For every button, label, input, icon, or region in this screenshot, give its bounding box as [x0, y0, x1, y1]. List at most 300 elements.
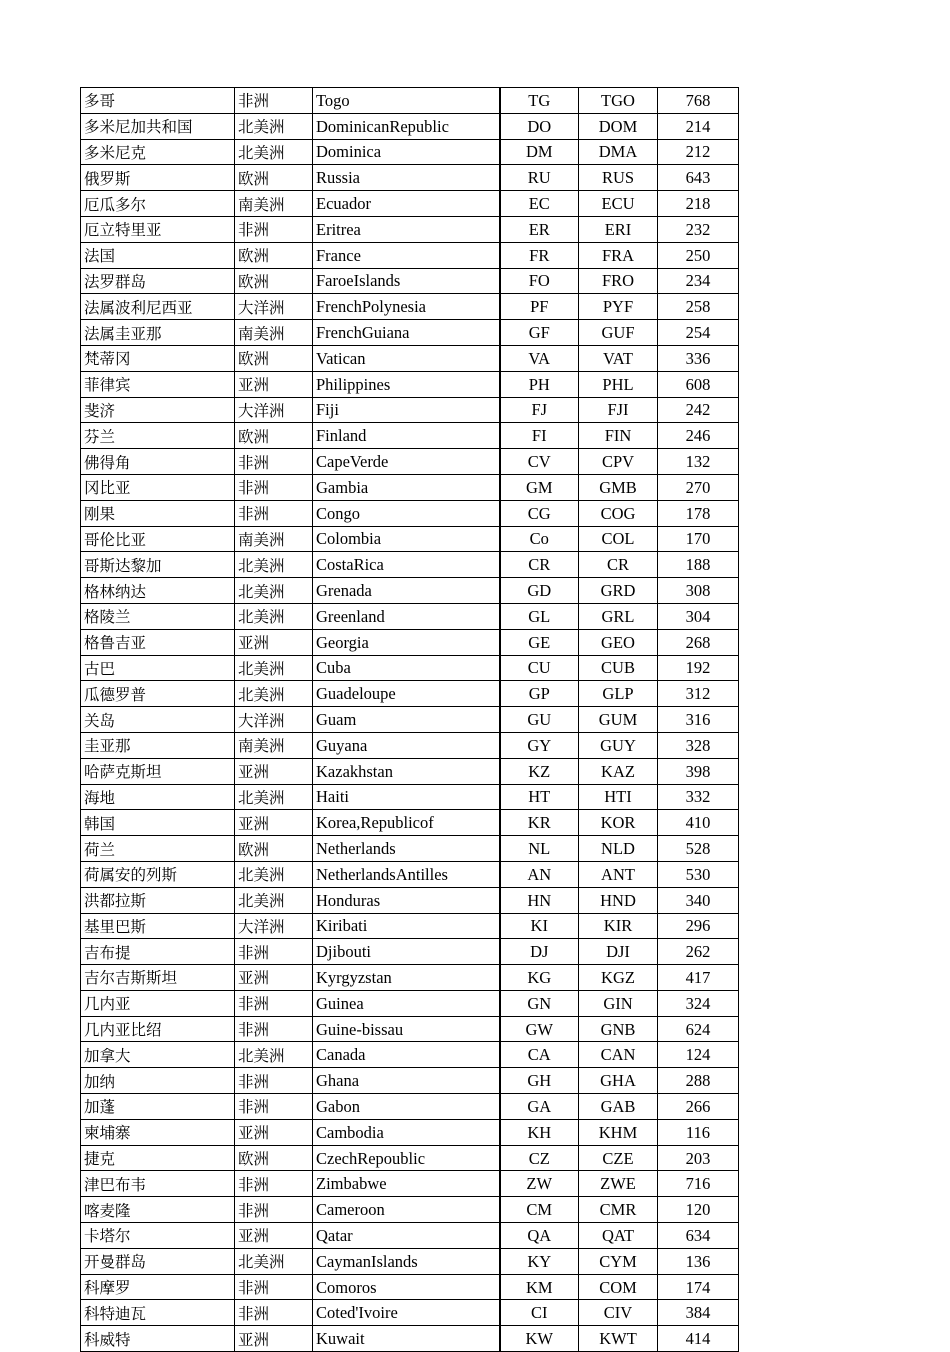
table-row [81, 474, 739, 500]
cell-english-name: FaroeIslands [313, 268, 500, 294]
cell-chinese-name: 喀麦隆 [81, 1197, 235, 1223]
cell-alpha3-code: CPV [579, 449, 658, 475]
cell-continent: 非洲 [235, 449, 313, 475]
cell-numeric-code: 336 [658, 345, 739, 371]
cell-alpha3-code: COL [579, 526, 658, 552]
cell-numeric-code: 417 [658, 965, 739, 991]
cell-alpha3-code: COM [579, 1274, 658, 1300]
cell-alpha2-code: DJ [500, 939, 579, 965]
cell-alpha2-code: GL [500, 603, 579, 629]
cell-alpha2-code: GN [500, 990, 579, 1016]
cell-alpha2-code: KM [500, 1274, 579, 1300]
cell-english-name: Guine-bissau [313, 1016, 500, 1042]
cell-numeric-code: 214 [658, 113, 739, 139]
cell-continent: 北美洲 [235, 552, 313, 578]
cell-alpha2-code: KR [500, 810, 579, 836]
cell-english-name: CostaRica [313, 552, 500, 578]
cell-alpha2-code: KZ [500, 758, 579, 784]
cell-continent: 欧洲 [235, 165, 313, 191]
cell-chinese-name: 格林纳达 [81, 578, 235, 604]
cell-numeric-code: 116 [658, 1119, 739, 1145]
table-row [81, 1068, 739, 1094]
table-row [81, 939, 739, 965]
table-row [81, 191, 739, 217]
cell-english-name: Guam [313, 707, 500, 733]
cell-chinese-name: 加蓬 [81, 1094, 235, 1120]
cell-english-name: FrenchPolynesia [313, 294, 500, 320]
cell-english-name: Netherlands [313, 836, 500, 862]
table-row [81, 707, 739, 733]
cell-numeric-code: 414 [658, 1326, 739, 1352]
cell-continent: 亚洲 [235, 1326, 313, 1352]
cell-continent: 非洲 [235, 1068, 313, 1094]
cell-continent: 北美洲 [235, 861, 313, 887]
cell-continent: 非洲 [235, 990, 313, 1016]
cell-alpha3-code: KWT [579, 1326, 658, 1352]
cell-continent: 亚洲 [235, 758, 313, 784]
cell-numeric-code: 262 [658, 939, 739, 965]
cell-alpha3-code: CAN [579, 1042, 658, 1068]
cell-alpha3-code: ECU [579, 191, 658, 217]
table-row [81, 1300, 739, 1326]
cell-numeric-code: 124 [658, 1042, 739, 1068]
cell-english-name: CzechRepoublic [313, 1145, 500, 1171]
table-row [81, 1248, 739, 1274]
cell-chinese-name: 多米尼克 [81, 139, 235, 165]
cell-alpha3-code: DMA [579, 139, 658, 165]
cell-alpha2-code: RU [500, 165, 579, 191]
cell-english-name: Ecuador [313, 191, 500, 217]
cell-continent: 北美洲 [235, 681, 313, 707]
cell-alpha2-code: DO [500, 113, 579, 139]
cell-alpha3-code: GUM [579, 707, 658, 733]
cell-alpha2-code: DM [500, 139, 579, 165]
cell-numeric-code: 296 [658, 913, 739, 939]
cell-alpha2-code: PF [500, 294, 579, 320]
cell-numeric-code: 768 [658, 88, 739, 114]
cell-english-name: Korea,Republicof [313, 810, 500, 836]
cell-numeric-code: 304 [658, 603, 739, 629]
cell-continent: 非洲 [235, 1274, 313, 1300]
cell-alpha2-code: HN [500, 887, 579, 913]
table-row [81, 1145, 739, 1171]
cell-alpha2-code: GE [500, 629, 579, 655]
cell-numeric-code: 634 [658, 1223, 739, 1249]
cell-continent: 非洲 [235, 216, 313, 242]
cell-english-name: Philippines [313, 371, 500, 397]
cell-alpha2-code: GU [500, 707, 579, 733]
table-row [81, 732, 739, 758]
table-row [81, 629, 739, 655]
cell-alpha2-code: ER [500, 216, 579, 242]
cell-chinese-name: 圭亚那 [81, 732, 235, 758]
cell-alpha2-code: HT [500, 784, 579, 810]
cell-alpha3-code: GMB [579, 474, 658, 500]
cell-english-name: Guinea [313, 990, 500, 1016]
cell-chinese-name: 法国 [81, 242, 235, 268]
cell-alpha2-code: CM [500, 1197, 579, 1223]
cell-chinese-name: 格陵兰 [81, 603, 235, 629]
cell-alpha3-code: KHM [579, 1119, 658, 1145]
table-row [81, 139, 739, 165]
cell-alpha3-code: HND [579, 887, 658, 913]
cell-english-name: Djibouti [313, 939, 500, 965]
table-row [81, 165, 739, 191]
cell-english-name: Qatar [313, 1223, 500, 1249]
cell-alpha3-code: HTI [579, 784, 658, 810]
table-row [81, 887, 739, 913]
table-row [81, 500, 739, 526]
cell-chinese-name: 海地 [81, 784, 235, 810]
cell-alpha3-code: VAT [579, 345, 658, 371]
cell-numeric-code: 132 [658, 449, 739, 475]
cell-continent: 北美洲 [235, 578, 313, 604]
cell-numeric-code: 232 [658, 216, 739, 242]
cell-chinese-name: 科特迪瓦 [81, 1300, 235, 1326]
cell-english-name: Honduras [313, 887, 500, 913]
cell-continent: 亚洲 [235, 810, 313, 836]
cell-continent: 北美洲 [235, 139, 313, 165]
cell-numeric-code: 624 [658, 1016, 739, 1042]
cell-numeric-code: 136 [658, 1248, 739, 1274]
cell-numeric-code: 270 [658, 474, 739, 500]
cell-alpha2-code: CZ [500, 1145, 579, 1171]
cell-alpha2-code: FR [500, 242, 579, 268]
cell-english-name: Eritrea [313, 216, 500, 242]
cell-english-name: Zimbabwe [313, 1171, 500, 1197]
cell-chinese-name: 芬兰 [81, 423, 235, 449]
cell-alpha2-code: GF [500, 320, 579, 346]
cell-alpha2-code: EC [500, 191, 579, 217]
table-row [81, 397, 739, 423]
cell-chinese-name: 科摩罗 [81, 1274, 235, 1300]
table-row [81, 242, 739, 268]
table-row [81, 990, 739, 1016]
cell-english-name: Russia [313, 165, 500, 191]
cell-alpha3-code: ANT [579, 861, 658, 887]
cell-english-name: CaymanIslands [313, 1248, 500, 1274]
table-body [81, 88, 739, 1352]
cell-numeric-code: 254 [658, 320, 739, 346]
cell-continent: 北美洲 [235, 887, 313, 913]
table-row [81, 784, 739, 810]
cell-continent: 南美洲 [235, 191, 313, 217]
table-row [81, 836, 739, 862]
cell-chinese-name: 佛得角 [81, 449, 235, 475]
table-row [81, 1326, 739, 1352]
cell-alpha2-code: FJ [500, 397, 579, 423]
cell-continent: 欧洲 [235, 1145, 313, 1171]
table-row [81, 810, 739, 836]
cell-alpha3-code: RUS [579, 165, 658, 191]
cell-continent: 欧洲 [235, 423, 313, 449]
cell-alpha3-code: KGZ [579, 965, 658, 991]
cell-numeric-code: 312 [658, 681, 739, 707]
cell-alpha3-code: FIN [579, 423, 658, 449]
cell-chinese-name: 多米尼加共和国 [81, 113, 235, 139]
table-row [81, 371, 739, 397]
cell-chinese-name: 开曼群岛 [81, 1248, 235, 1274]
cell-alpha3-code: GRD [579, 578, 658, 604]
cell-numeric-code: 308 [658, 578, 739, 604]
cell-numeric-code: 258 [658, 294, 739, 320]
cell-alpha2-code: CR [500, 552, 579, 578]
table-row [81, 526, 739, 552]
cell-continent: 亚洲 [235, 1223, 313, 1249]
cell-alpha3-code: CMR [579, 1197, 658, 1223]
cell-alpha2-code: CV [500, 449, 579, 475]
cell-alpha3-code: FJI [579, 397, 658, 423]
cell-numeric-code: 528 [658, 836, 739, 862]
cell-chinese-name: 哥伦比亚 [81, 526, 235, 552]
cell-alpha2-code: GW [500, 1016, 579, 1042]
cell-continent: 亚洲 [235, 371, 313, 397]
cell-alpha3-code: ERI [579, 216, 658, 242]
table-row [81, 423, 739, 449]
cell-english-name: NetherlandsAntilles [313, 861, 500, 887]
cell-alpha3-code: GNB [579, 1016, 658, 1042]
cell-chinese-name: 几内亚比绍 [81, 1016, 235, 1042]
cell-continent: 北美洲 [235, 113, 313, 139]
table-row [81, 758, 739, 784]
cell-alpha3-code: KAZ [579, 758, 658, 784]
cell-continent: 北美洲 [235, 603, 313, 629]
table-row [81, 1171, 739, 1197]
cell-english-name: Georgia [313, 629, 500, 655]
cell-chinese-name: 关岛 [81, 707, 235, 733]
cell-english-name: Cameroon [313, 1197, 500, 1223]
cell-alpha3-code: CYM [579, 1248, 658, 1274]
cell-alpha2-code: QA [500, 1223, 579, 1249]
cell-chinese-name: 洪都拉斯 [81, 887, 235, 913]
cell-continent: 大洋洲 [235, 397, 313, 423]
cell-chinese-name: 加拿大 [81, 1042, 235, 1068]
cell-english-name: Greenland [313, 603, 500, 629]
cell-numeric-code: 716 [658, 1171, 739, 1197]
cell-alpha2-code: CI [500, 1300, 579, 1326]
table-row [81, 965, 739, 991]
cell-numeric-code: 250 [658, 242, 739, 268]
cell-chinese-name: 卡塔尔 [81, 1223, 235, 1249]
table-row [81, 268, 739, 294]
table-row [81, 913, 739, 939]
cell-english-name: Comoros [313, 1274, 500, 1300]
cell-alpha2-code: VA [500, 345, 579, 371]
cell-numeric-code: 192 [658, 655, 739, 681]
cell-continent: 南美洲 [235, 320, 313, 346]
table-row [81, 345, 739, 371]
cell-english-name: Kuwait [313, 1326, 500, 1352]
cell-continent: 非洲 [235, 474, 313, 500]
cell-continent: 欧洲 [235, 345, 313, 371]
cell-alpha2-code: NL [500, 836, 579, 862]
cell-chinese-name: 捷克 [81, 1145, 235, 1171]
cell-english-name: FrenchGuiana [313, 320, 500, 346]
cell-alpha2-code: CA [500, 1042, 579, 1068]
cell-numeric-code: 174 [658, 1274, 739, 1300]
cell-alpha3-code: GUY [579, 732, 658, 758]
cell-chinese-name: 冈比亚 [81, 474, 235, 500]
cell-alpha3-code: GUF [579, 320, 658, 346]
cell-alpha3-code: COG [579, 500, 658, 526]
cell-continent: 非洲 [235, 1016, 313, 1042]
cell-chinese-name: 柬埔寨 [81, 1119, 235, 1145]
table-row [81, 1223, 739, 1249]
cell-english-name: Finland [313, 423, 500, 449]
cell-numeric-code: 328 [658, 732, 739, 758]
table-row [81, 1042, 739, 1068]
cell-continent: 欧洲 [235, 268, 313, 294]
cell-continent: 非洲 [235, 1300, 313, 1326]
cell-alpha2-code: GD [500, 578, 579, 604]
cell-chinese-name: 梵蒂冈 [81, 345, 235, 371]
table-row [81, 655, 739, 681]
cell-alpha2-code: KI [500, 913, 579, 939]
cell-alpha3-code: GHA [579, 1068, 658, 1094]
cell-alpha2-code: KG [500, 965, 579, 991]
cell-alpha3-code: FRO [579, 268, 658, 294]
cell-english-name: Guyana [313, 732, 500, 758]
cell-alpha2-code: FI [500, 423, 579, 449]
cell-numeric-code: 266 [658, 1094, 739, 1120]
cell-numeric-code: 218 [658, 191, 739, 217]
cell-numeric-code: 643 [658, 165, 739, 191]
country-code-table [80, 87, 739, 1352]
table-row [81, 320, 739, 346]
table-row [81, 603, 739, 629]
cell-english-name: Togo [313, 88, 500, 114]
cell-numeric-code: 384 [658, 1300, 739, 1326]
cell-alpha2-code: Co [500, 526, 579, 552]
cell-chinese-name: 津巴布韦 [81, 1171, 235, 1197]
cell-numeric-code: 608 [658, 371, 739, 397]
cell-chinese-name: 哈萨克斯坦 [81, 758, 235, 784]
cell-chinese-name: 法属波利尼西亚 [81, 294, 235, 320]
cell-chinese-name: 多哥 [81, 88, 235, 114]
cell-english-name: Canada [313, 1042, 500, 1068]
table-row [81, 1094, 739, 1120]
table-row [81, 449, 739, 475]
cell-alpha2-code: GP [500, 681, 579, 707]
cell-english-name: CapeVerde [313, 449, 500, 475]
cell-continent: 欧洲 [235, 242, 313, 268]
cell-alpha2-code: CU [500, 655, 579, 681]
cell-alpha2-code: ZW [500, 1171, 579, 1197]
cell-continent: 非洲 [235, 1197, 313, 1223]
cell-continent: 非洲 [235, 500, 313, 526]
cell-chinese-name: 厄立特里亚 [81, 216, 235, 242]
cell-chinese-name: 加纳 [81, 1068, 235, 1094]
cell-english-name: DominicanRepublic [313, 113, 500, 139]
cell-alpha3-code: PYF [579, 294, 658, 320]
cell-chinese-name: 基里巴斯 [81, 913, 235, 939]
table-row [81, 578, 739, 604]
cell-alpha3-code: GEO [579, 629, 658, 655]
table-row [81, 861, 739, 887]
cell-alpha3-code: GLP [579, 681, 658, 707]
cell-english-name: Kazakhstan [313, 758, 500, 784]
cell-alpha3-code: KOR [579, 810, 658, 836]
cell-alpha2-code: AN [500, 861, 579, 887]
cell-numeric-code: 316 [658, 707, 739, 733]
table-row [81, 113, 739, 139]
table-row [81, 294, 739, 320]
cell-chinese-name: 瓜德罗普 [81, 681, 235, 707]
cell-numeric-code: 530 [658, 861, 739, 887]
cell-alpha2-code: KY [500, 1248, 579, 1274]
cell-english-name: Kiribati [313, 913, 500, 939]
cell-chinese-name: 吉布提 [81, 939, 235, 965]
cell-numeric-code: 340 [658, 887, 739, 913]
table-row [81, 681, 739, 707]
cell-chinese-name: 俄罗斯 [81, 165, 235, 191]
cell-alpha2-code: GY [500, 732, 579, 758]
cell-chinese-name: 菲律宾 [81, 371, 235, 397]
cell-continent: 欧洲 [235, 836, 313, 862]
cell-chinese-name: 荷属安的列斯 [81, 861, 235, 887]
cell-english-name: Dominica [313, 139, 500, 165]
cell-english-name: Coted'Ivoire [313, 1300, 500, 1326]
cell-continent: 亚洲 [235, 629, 313, 655]
cell-numeric-code: 242 [658, 397, 739, 423]
cell-alpha3-code: CZE [579, 1145, 658, 1171]
cell-continent: 北美洲 [235, 1248, 313, 1274]
table-row [81, 552, 739, 578]
cell-english-name: Gambia [313, 474, 500, 500]
cell-numeric-code: 178 [658, 500, 739, 526]
cell-numeric-code: 410 [658, 810, 739, 836]
cell-numeric-code: 203 [658, 1145, 739, 1171]
cell-alpha3-code: TGO [579, 88, 658, 114]
cell-continent: 南美洲 [235, 526, 313, 552]
cell-alpha3-code: GRL [579, 603, 658, 629]
cell-continent: 非洲 [235, 88, 313, 114]
cell-alpha2-code: GM [500, 474, 579, 500]
cell-alpha3-code: CUB [579, 655, 658, 681]
cell-numeric-code: 234 [658, 268, 739, 294]
cell-english-name: Grenada [313, 578, 500, 604]
cell-alpha2-code: KW [500, 1326, 579, 1352]
cell-chinese-name: 法罗群岛 [81, 268, 235, 294]
cell-numeric-code: 398 [658, 758, 739, 784]
cell-continent: 大洋洲 [235, 707, 313, 733]
cell-continent: 北美洲 [235, 784, 313, 810]
cell-numeric-code: 268 [658, 629, 739, 655]
cell-chinese-name: 哥斯达黎加 [81, 552, 235, 578]
cell-alpha3-code: GAB [579, 1094, 658, 1120]
cell-alpha3-code: KIR [579, 913, 658, 939]
cell-numeric-code: 324 [658, 990, 739, 1016]
cell-continent: 南美洲 [235, 732, 313, 758]
cell-english-name: Vatican [313, 345, 500, 371]
cell-english-name: Kyrgyzstan [313, 965, 500, 991]
cell-alpha3-code: DJI [579, 939, 658, 965]
cell-alpha2-code: GH [500, 1068, 579, 1094]
cell-continent: 大洋洲 [235, 913, 313, 939]
cell-alpha3-code: QAT [579, 1223, 658, 1249]
cell-continent: 非洲 [235, 1094, 313, 1120]
cell-continent: 亚洲 [235, 1119, 313, 1145]
table-row [81, 1197, 739, 1223]
cell-alpha3-code: ZWE [579, 1171, 658, 1197]
table-row [81, 1274, 739, 1300]
cell-english-name: Congo [313, 500, 500, 526]
cell-chinese-name: 荷兰 [81, 836, 235, 862]
cell-numeric-code: 246 [658, 423, 739, 449]
cell-chinese-name: 厄瓜多尔 [81, 191, 235, 217]
cell-english-name: Cuba [313, 655, 500, 681]
cell-chinese-name: 古巴 [81, 655, 235, 681]
